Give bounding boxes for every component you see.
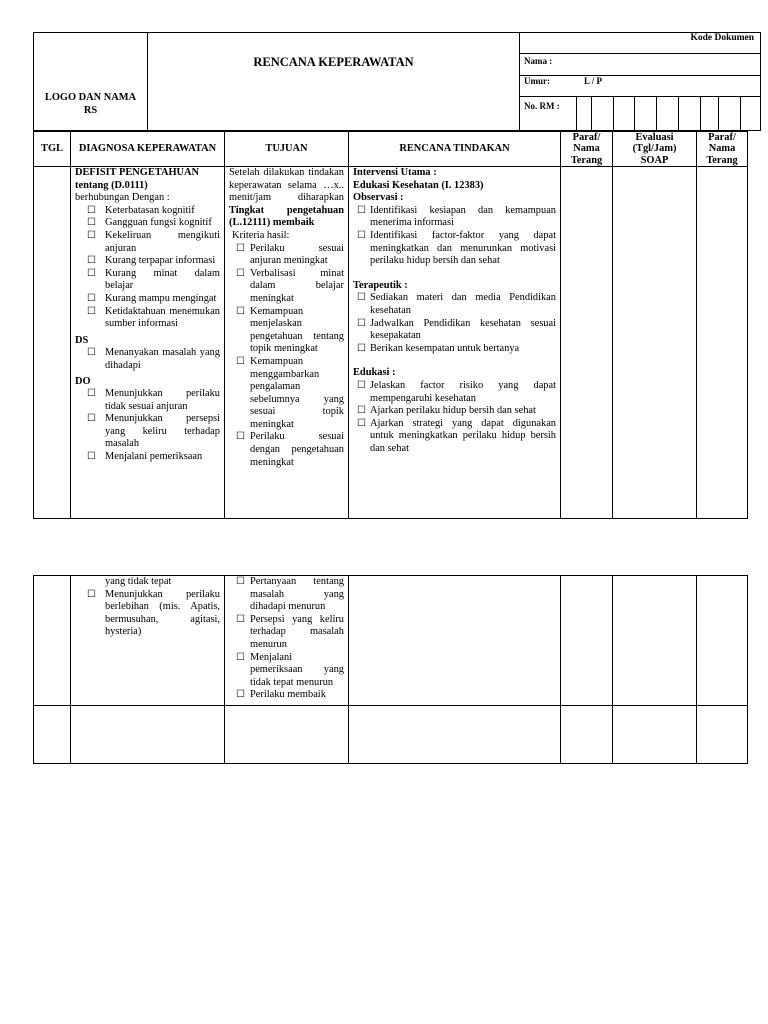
checkbox-icon: ☐ [87,267,96,279]
col-header-tujuan: TUJUAN [225,132,349,167]
kriteria-item: ☐ Kemampuan menjelaskan pengetahuan tentang topik meningkat [236,305,344,355]
checkbox-icon: ☐ [357,204,366,216]
diagnosa-title-row [75,167,220,180]
cause-item: ☐ Kurang terpapar informasi [87,255,216,267]
do-label: DO [75,375,91,387]
tujuan-cell [225,167,349,519]
checkbox-icon: ☐ [87,255,96,267]
empty-cell [71,706,225,764]
checkbox-icon: ☐ [87,451,96,463]
rencana-cell-continued [349,576,561,706]
cause-item: ☐ Kurang mampu mengingat [87,292,217,304]
edukasi-kesehatan-title: Edukasi Kesehatan (I. 12383) [353,179,484,191]
terapeutik-label: Terapeutik : [353,279,408,291]
terapeutik-item: ☐ Berikan kesempatan untuk bertanya [357,342,520,354]
checkbox-icon: ☐ [357,292,366,304]
kriteria-item: ☐ Persepsi yang keliru terhadap masalah menurun [236,613,344,650]
checkbox-icon: ☐ [87,588,96,600]
paraf-1-cell [561,576,613,706]
kode-dokumen-label: Kode Dokumen [690,33,755,43]
checkbox-icon: ☐ [357,342,366,354]
edukasi-item: ☐ Jelaskan factor risiko yang dapat mempengaruhi kesehatan [357,379,556,404]
paraf-2-line1: Paraf/ [708,132,736,144]
kriteria-label: Kriteria hasil: [232,229,290,241]
empty-cell [613,706,697,764]
ds-item: ☐ Menanyakan masalah yang dihadapi [87,347,220,371]
terapeutik-item: ☐ Sediakan materi dan media Pendidikan kesehatan [357,292,556,316]
cause-item: ☐ Kekeliruan mengikuti anjuran [87,229,220,254]
empty-cell [349,706,561,764]
col-header-tgl: TGL [34,132,71,167]
checkbox-icon: ☐ [87,217,96,229]
kriteria-item: ☐ Pertanyaan tentang masalah yang dihadapi menurun [236,576,344,613]
kriteria-item: ☐ Perilaku sesuai dengan pengetahuan meningkat [236,431,344,468]
rencana-cell [349,167,561,519]
tujuan-intro: Setelah dilakukan tindakan keperawatan selama …x.. menit/jam diharapkan [229,167,344,204]
evaluasi-line3: SOAP [640,154,669,166]
do-item: ☐ Menunjukkan perilaku tidak sesuai anjuran [87,388,220,412]
cause-item: ☐ Keterbatasan kognitif [87,204,195,216]
kriteria-item: ☐ Menjalani pemeriksaan yang tidak tepat menurun [236,651,344,688]
no-rm-label: No. RM : [524,101,560,111]
paraf-1-line2: Nama [573,143,600,155]
checkbox-icon: ☐ [357,229,366,241]
cause-item: ☐ Ketidaktahuan menemukan sumber informasi [87,305,220,330]
logo-name-line1: LOGO DAN NAMA [44,92,137,103]
col-header-diagnosa: DIAGNOSA KEPERAWATAN [71,132,225,167]
checkbox-icon: ☐ [87,292,96,304]
diagnosa-cell-continued [71,576,225,706]
kriteria-item: ☐ Verbalisasi minat dalam belajar meningkat [236,267,344,304]
checkbox-icon: ☐ [87,413,96,425]
care-plan-table [33,131,748,519]
do-item: ☐ Menunjukkan perilaku berlebihan (mis. Apatis, bermusuhan, agitasi, hysteria) [87,588,220,638]
empty-cell [34,706,71,764]
nama-label: Nama : [524,56,553,66]
empty-cell [225,706,349,764]
checkbox-icon: ☐ [357,405,366,417]
observasi-label: Observasi : [353,192,404,204]
logo-name-line2: RS [83,104,98,116]
checkbox-icon: ☐ [236,576,245,587]
paraf-2-line3: Terang [706,154,738,166]
evaluasi-cell [613,167,697,519]
checkbox-icon: ☐ [236,689,245,701]
tgl-cell [34,167,71,519]
do-item: ☐ Menjalani pemeriksaan [87,451,203,463]
cause-item: ☐ Gangguan fungsi kognitif [87,217,212,229]
col-header-rencana: RENCANA TINDAKAN [349,132,561,167]
checkbox-icon: ☐ [87,347,96,359]
checkbox-icon: ☐ [357,417,366,429]
paraf-2-line2: Nama [708,143,736,155]
evaluasi-line2: (Tgl/Jam) [632,143,677,155]
checkbox-icon: ☐ [236,355,245,367]
tujuan-cell-continued [225,576,349,706]
diagnosa-code: tentang (D.0111) [75,179,148,191]
empty-cell [561,706,613,764]
diagnosa-title: DEFISIT PENGETAHUAN [75,167,200,178]
gender-label: L / P [584,76,603,86]
intervensi-label: Intervensi Utama : [353,167,437,178]
document-title: RENCANA KEPERAWATAN [253,55,414,69]
checkbox-icon: ☐ [236,242,245,254]
ds-label: DS [75,334,89,346]
evaluasi-line1: Evaluasi [635,132,674,144]
observasi-item: ☐ Identifikasi factor-faktor yang dapat meningkatkan dan menurunkan motivasi perilaku hidup bersih dan sehat [357,229,556,267]
paraf-1-cell [561,167,613,519]
observasi-item: ☐ Identifikasi kesiapan dan kemampuan menerima informasi [357,204,556,229]
paraf-2-cell [697,576,748,706]
checkbox-icon: ☐ [236,267,245,279]
checkbox-icon: ☐ [87,229,96,241]
kriteria-item: ☐ Kemampuan menggambarkan pengalaman sebelumnya yang sesuai topik meningkat [236,355,344,430]
cause-item: ☐ Kurang minat dalam belajar [87,267,220,292]
checkbox-icon: ☐ [236,431,245,443]
checkbox-icon: ☐ [236,651,245,663]
checkbox-icon: ☐ [357,379,366,391]
checkbox-icon: ☐ [236,305,245,317]
checkbox-icon: ☐ [236,613,245,625]
document-header [33,32,761,131]
col-header-paraf-1 [561,132,613,167]
edukasi-item: ☐ Ajarkan strategi yang dapat digunakan untuk meningkatkan perilaku hidup bersih dan sehat [357,417,556,454]
kriteria-item: ☐ Perilaku membaik [236,689,326,701]
diagnosa-cell [71,167,225,519]
title-cell [148,33,520,131]
do-item-continuation: yang tidak tepat [105,576,172,587]
paraf-1-line3: Terang [570,154,603,166]
do-item: ☐ Menunjukkan persepsi yang keliru terhadap masalah [87,413,220,450]
checkbox-icon: ☐ [87,305,96,317]
paraf-1-line1: Paraf/ [572,132,601,144]
terapeutik-item: ☐ Jadwalkan Pendidikan kesehatan sesuai kesepakatan [357,317,556,342]
kriteria-item: ☐ Perilaku sesuai anjuran meningkat [236,242,344,267]
care-plan-table-continued [33,575,748,764]
umur-label: Umur: [524,76,550,86]
edukasi-label: Edukasi : [353,367,396,379]
evaluasi-cell [613,576,697,706]
checkbox-icon: ☐ [357,317,366,329]
tgl-cell [34,576,71,706]
paraf-2-cell [697,167,748,519]
edukasi-item: ☐ Ajarkan perilaku hidup bersih dan sehat [357,405,536,417]
logo-cell [34,33,148,131]
col-header-paraf-2 [697,132,748,167]
col-header-evaluasi [613,132,697,167]
tujuan-outcome: Tingkat pengetahuan (L.12111) membaik [229,204,344,229]
checkbox-icon: ☐ [87,204,96,216]
berhubungan-label: berhubungan Dengan : [75,192,170,204]
tujuan-paragraph [229,167,344,230]
empty-cell [697,706,748,764]
checkbox-icon: ☐ [87,388,96,400]
